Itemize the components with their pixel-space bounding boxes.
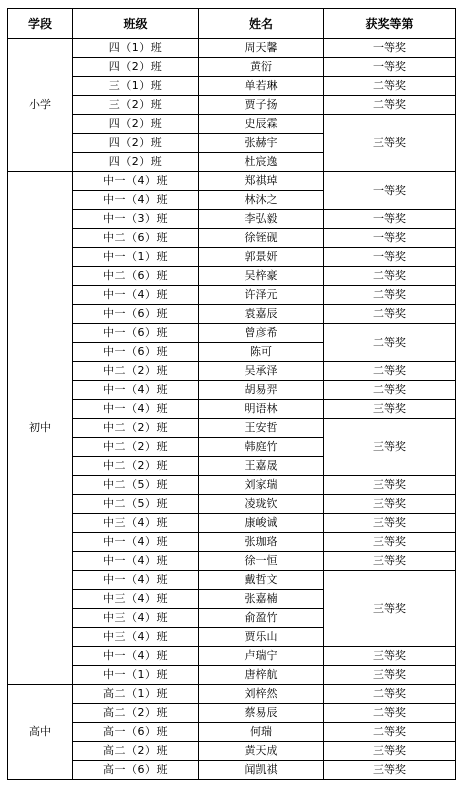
class-cell: 高二（1）班: [73, 685, 199, 704]
class-cell: 中二（2）班: [73, 362, 199, 381]
table-row: [8, 742, 456, 761]
award-cell: 二等奖: [324, 704, 456, 723]
table-row: [8, 362, 456, 381]
table-row: [8, 286, 456, 305]
header-name: 姓名: [199, 9, 324, 39]
name-cell: 刘家瑞: [199, 476, 324, 495]
header-award: 获奖等第: [324, 9, 456, 39]
class-cell: 中一（4）班: [73, 381, 199, 400]
name-cell: 明语林: [199, 400, 324, 419]
table-row: [8, 552, 456, 571]
award-cell: 三等奖: [324, 552, 456, 571]
award-cell: 三等奖: [324, 533, 456, 552]
class-cell: 三（1）班: [73, 77, 199, 96]
name-cell: 徐一恒: [199, 552, 324, 571]
class-cell: 高一（6）班: [73, 723, 199, 742]
table-row: [8, 381, 456, 400]
class-cell: 中二（2）班: [73, 419, 199, 438]
table-row: [8, 476, 456, 495]
table-row: [8, 400, 456, 419]
table-row: [8, 571, 456, 590]
name-cell: 单若琳: [199, 77, 324, 96]
award-cell: 一等奖: [324, 39, 456, 58]
name-cell: 张珈珞: [199, 533, 324, 552]
table-body: [8, 39, 456, 780]
award-cell: 二等奖: [324, 723, 456, 742]
class-cell: 中一（4）班: [73, 191, 199, 210]
award-cell: 三等奖: [324, 761, 456, 780]
name-cell: 蔡易辰: [199, 704, 324, 723]
class-cell: 中一（1）班: [73, 666, 199, 685]
class-cell: 中一（1）班: [73, 248, 199, 267]
award-cell: 一等奖: [324, 210, 456, 229]
table-row: [8, 58, 456, 77]
name-cell: 张赫宇: [199, 134, 324, 153]
award-cell: 三等奖: [324, 742, 456, 761]
class-cell: 四（2）班: [73, 58, 199, 77]
award-cell: 三等奖: [324, 666, 456, 685]
award-cell: 二等奖: [324, 685, 456, 704]
name-cell: 史辰霖: [199, 115, 324, 134]
name-cell: 黄衍: [199, 58, 324, 77]
class-cell: 中一（4）班: [73, 286, 199, 305]
table-row: [8, 39, 456, 58]
class-cell: 高二（2）班: [73, 742, 199, 761]
table-row: [8, 96, 456, 115]
name-cell: 卢瑞宁: [199, 647, 324, 666]
table-row: [8, 172, 456, 191]
table-row: [8, 761, 456, 780]
class-cell: 高二（2）班: [73, 704, 199, 723]
table-row: [8, 723, 456, 742]
award-cell: 一等奖: [324, 172, 456, 210]
name-cell: 林沐之: [199, 191, 324, 210]
name-cell: 吴梓豪: [199, 267, 324, 286]
table-row: [8, 248, 456, 267]
class-cell: 高一（6）班: [73, 761, 199, 780]
name-cell: 贾乐山: [199, 628, 324, 647]
name-cell: 何瑞: [199, 723, 324, 742]
class-cell: 中三（4）班: [73, 628, 199, 647]
name-cell: 刘梓然: [199, 685, 324, 704]
table-row: [8, 229, 456, 248]
name-cell: 李弘毅: [199, 210, 324, 229]
name-cell: 张嘉楠: [199, 590, 324, 609]
table-row: [8, 267, 456, 286]
name-cell: 曾彦希: [199, 324, 324, 343]
class-cell: 中二（5）班: [73, 495, 199, 514]
class-cell: 四（2）班: [73, 153, 199, 172]
class-cell: 中一（4）班: [73, 533, 199, 552]
award-cell: 一等奖: [324, 229, 456, 248]
name-cell: 王嘉晟: [199, 457, 324, 476]
table-row: [8, 419, 456, 438]
name-cell: 郑祺琸: [199, 172, 324, 191]
name-cell: 徐铚砚: [199, 229, 324, 248]
award-cell: 三等奖: [324, 647, 456, 666]
table-row: [8, 495, 456, 514]
name-cell: 郭景妍: [199, 248, 324, 267]
class-cell: 四（2）班: [73, 115, 199, 134]
table-row: [8, 647, 456, 666]
award-cell: 二等奖: [324, 77, 456, 96]
name-cell: 袁嘉辰: [199, 305, 324, 324]
stage-cell: 高中: [8, 685, 73, 780]
class-cell: 中二（5）班: [73, 476, 199, 495]
table-row: [8, 685, 456, 704]
award-cell: 二等奖: [324, 324, 456, 362]
class-cell: 四（2）班: [73, 134, 199, 153]
table-row: [8, 77, 456, 96]
awards-table: [7, 8, 456, 780]
class-cell: 中一（4）班: [73, 552, 199, 571]
name-cell: 许泽元: [199, 286, 324, 305]
award-cell: 三等奖: [324, 419, 456, 476]
name-cell: 唐梓航: [199, 666, 324, 685]
class-cell: 三（2）班: [73, 96, 199, 115]
class-cell: 中一（6）班: [73, 343, 199, 362]
class-cell: 中一（4）班: [73, 172, 199, 191]
table-row: [8, 324, 456, 343]
award-cell: 三等奖: [324, 476, 456, 495]
stage-cell: 小学: [8, 39, 73, 172]
class-cell: 四（1）班: [73, 39, 199, 58]
name-cell: 黄天成: [199, 742, 324, 761]
table-row: [8, 533, 456, 552]
award-cell: 三等奖: [324, 514, 456, 533]
class-cell: 中一（4）班: [73, 400, 199, 419]
award-cell: 二等奖: [324, 381, 456, 400]
table-row: [8, 305, 456, 324]
name-cell: 吴承泽: [199, 362, 324, 381]
name-cell: 王安哲: [199, 419, 324, 438]
name-cell: 陈可: [199, 343, 324, 362]
name-cell: 闻凯祺: [199, 761, 324, 780]
name-cell: 凌珑钦: [199, 495, 324, 514]
class-cell: 中一（4）班: [73, 571, 199, 590]
class-cell: 中二（6）班: [73, 229, 199, 248]
name-cell: 戴哲文: [199, 571, 324, 590]
award-cell: 二等奖: [324, 362, 456, 381]
name-cell: 胡易羿: [199, 381, 324, 400]
award-cell: 三等奖: [324, 571, 456, 647]
award-cell: 一等奖: [324, 248, 456, 267]
class-cell: 中三（4）班: [73, 609, 199, 628]
award-cell: 三等奖: [324, 400, 456, 419]
award-cell: 二等奖: [324, 267, 456, 286]
award-cell: 二等奖: [324, 286, 456, 305]
name-cell: 贾子扬: [199, 96, 324, 115]
class-cell: 中二（6）班: [73, 267, 199, 286]
class-cell: 中二（2）班: [73, 457, 199, 476]
award-cell: 三等奖: [324, 495, 456, 514]
table-row: [8, 210, 456, 229]
class-cell: 中一（4）班: [73, 647, 199, 666]
table-row: [8, 115, 456, 134]
table-row: [8, 666, 456, 685]
class-cell: 中一（3）班: [73, 210, 199, 229]
header-row: [8, 9, 456, 39]
name-cell: 康峻诚: [199, 514, 324, 533]
name-cell: 俞盈竹: [199, 609, 324, 628]
class-cell: 中一（6）班: [73, 324, 199, 343]
class-cell: 中一（6）班: [73, 305, 199, 324]
award-cell: 二等奖: [324, 305, 456, 324]
award-cell: 二等奖: [324, 96, 456, 115]
award-cell: 一等奖: [324, 58, 456, 77]
header-class: 班级: [73, 9, 199, 39]
class-cell: 中三（4）班: [73, 590, 199, 609]
class-cell: 中二（2）班: [73, 438, 199, 457]
name-cell: 杜宸逸: [199, 153, 324, 172]
name-cell: 周天馨: [199, 39, 324, 58]
award-cell: 三等奖: [324, 115, 456, 172]
header-stage: 学段: [8, 9, 73, 39]
class-cell: 中三（4）班: [73, 514, 199, 533]
table-row: [8, 514, 456, 533]
table-row: [8, 704, 456, 723]
stage-cell: 初中: [8, 172, 73, 685]
name-cell: 韩庭竹: [199, 438, 324, 457]
